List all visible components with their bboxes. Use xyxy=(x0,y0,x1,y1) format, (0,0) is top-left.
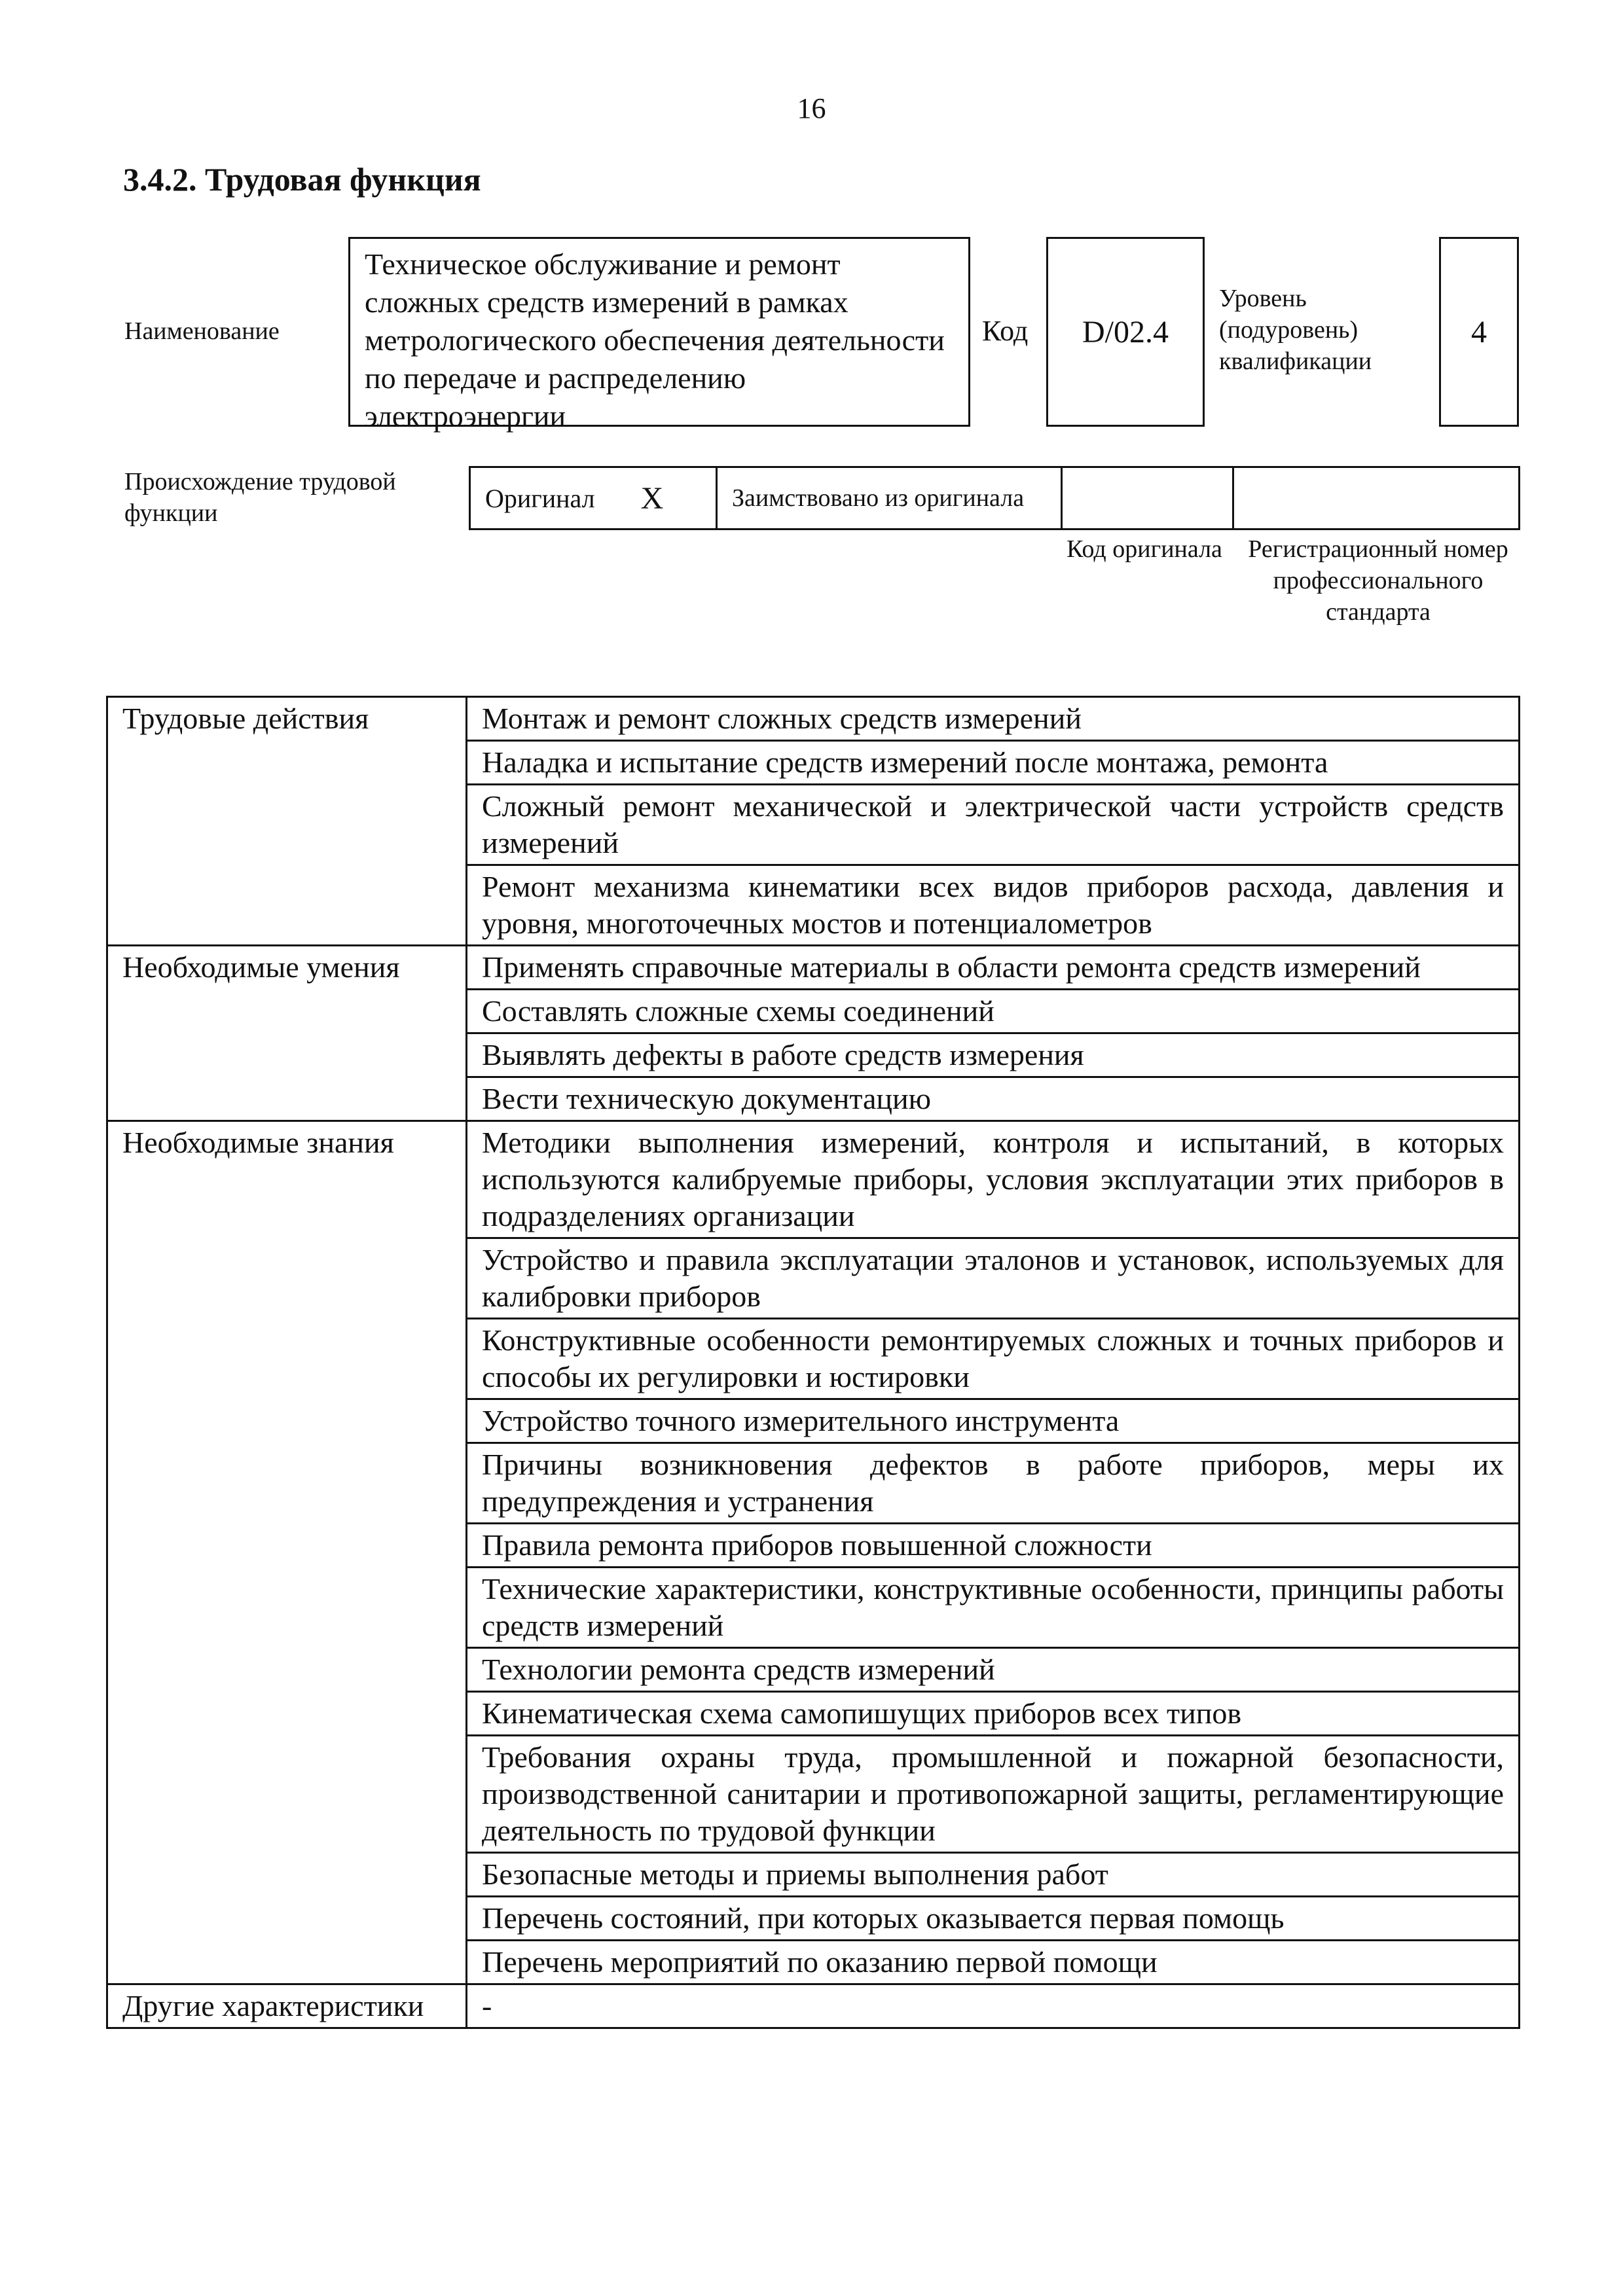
category-cell: Трудовые действия xyxy=(107,697,467,946)
item-cell: Перечень состояний, при которых оказывается первая помощь xyxy=(467,1897,1520,1941)
item-cell: Наладка и испытание средств измерений после монтажа, ремонта xyxy=(467,741,1520,785)
item-cell: Правила ремонта приборов повышенной сложности xyxy=(467,1524,1520,1568)
level-label: Уровень (подуровень) квалификации xyxy=(1219,285,1372,375)
origin-row xyxy=(469,466,1520,530)
item-cell: Кинематическая схема самопишущих приборов всех типов xyxy=(467,1692,1520,1736)
function-table xyxy=(106,696,1520,2029)
name-value: Техническое обслуживание и ремонт сложных средств измерений в рамках метрологического обеспечения деятельности по передаче и распределению электроэнергии xyxy=(348,237,970,427)
item-cell: Вести техническую документацию xyxy=(467,1077,1520,1121)
code-of-original-caption: Код оригинала xyxy=(1067,535,1222,563)
original-cell xyxy=(471,468,718,528)
table-row xyxy=(107,697,1520,741)
item-cell: Причины возникновения дефектов в работе приборов, меры их предупреждения и устранения xyxy=(467,1443,1520,1524)
item-cell: Требования охраны труда, промышленной и пожарной безопасности, производственной санитарии и противопожарной защиты, регламентирующие деятельность по трудовой функции xyxy=(467,1736,1520,1853)
item-cell: Безопасные методы и приемы выполнения работ xyxy=(467,1853,1520,1897)
origin-label: Происхождение трудовой функции xyxy=(124,468,396,527)
level-value: 4 xyxy=(1439,237,1519,427)
page-number: 16 xyxy=(797,92,826,124)
table-row xyxy=(107,946,1520,990)
item-cell: Технические характеристики, конструктивные особенности, принципы работы средств измерений xyxy=(467,1568,1520,1648)
borrowed-cell xyxy=(718,468,1063,528)
category-cell: Необходимые умения xyxy=(107,946,467,1121)
item-cell: Технологии ремонта средств измерений xyxy=(467,1648,1520,1692)
item-cell: Выявлять дефекты в работе средств измерения xyxy=(467,1033,1520,1077)
registration-caption: Регистрационный номер профессионального стандарта xyxy=(1248,535,1508,626)
item-cell: Применять справочные материалы в области ремонта средств измерений xyxy=(467,946,1520,990)
code-label: Код xyxy=(982,315,1029,347)
item-cell: Методики выполнения измерений, контроля и испытаний, в которых используются калибруемые приборы, условия эксплуатации этих приборов в подразделениях организации xyxy=(467,1121,1520,1238)
code-of-original-cell xyxy=(1063,468,1234,528)
table-row xyxy=(107,1121,1520,1238)
item-cell: Составлять сложные схемы соединений xyxy=(467,990,1520,1033)
item-cell: Конструктивные особенности ремонтируемых сложных и точных приборов и способы их регулировки и юстировки xyxy=(467,1319,1520,1399)
item-cell: Монтаж и ремонт сложных средств измерений xyxy=(467,697,1520,741)
name-label: Наименование xyxy=(124,317,280,345)
category-cell: Другие характеристики xyxy=(107,1984,467,2028)
original-label: Оригинал xyxy=(485,483,595,513)
section-title: 3.4.2. Трудовая функция xyxy=(123,161,481,198)
item-cell: Сложный ремонт механической и электрической части устройств средств измерений xyxy=(467,785,1520,865)
item-cell: - xyxy=(467,1984,1520,2028)
item-cell: Устройство и правила эксплуатации эталонов и установок, используемых для калибровки приборов xyxy=(467,1238,1520,1319)
original-mark: X xyxy=(640,480,664,516)
table-row xyxy=(107,1984,1520,2028)
borrowed-label: Заимствовано из оригинала xyxy=(732,484,1025,512)
item-cell: Устройство точного измерительного инструмента xyxy=(467,1399,1520,1443)
item-cell: Перечень мероприятий по оказанию первой помощи xyxy=(467,1941,1520,1984)
registration-number-cell xyxy=(1234,468,1518,528)
item-cell: Ремонт механизма кинематики всех видов приборов расхода, давления и уровня, многоточечных мостов и потенциалометров xyxy=(467,865,1520,946)
category-cell: Необходимые знания xyxy=(107,1121,467,1984)
code-value: D/02.4 xyxy=(1046,237,1205,427)
